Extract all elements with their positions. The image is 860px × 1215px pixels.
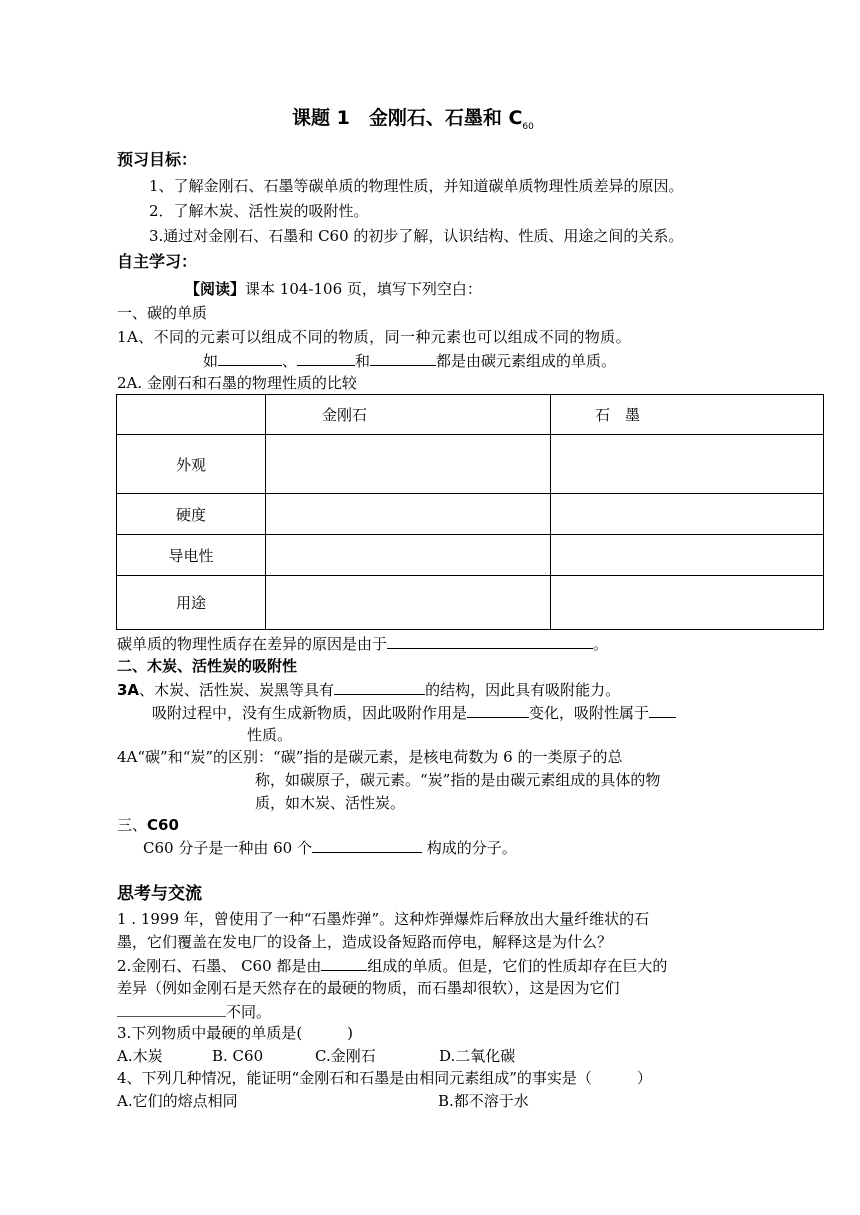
- table-row: [117, 494, 824, 535]
- cell-diamond-uses[interactable]: [266, 576, 551, 630]
- question-4a-line2: 称，如碳原子，碳元素。“炭”指的是由碳元素组成的具体的物: [255, 771, 661, 789]
- blank-3a-1[interactable]: [334, 679, 425, 695]
- title-subscript: 60: [522, 121, 534, 132]
- sec3-label: C60: [147, 816, 179, 834]
- cell-diamond-conductivity[interactable]: [266, 535, 551, 576]
- c60-suffix: 构成的分子。: [421, 839, 517, 857]
- row-label-uses: 用途: [117, 576, 266, 630]
- reason-line: [117, 633, 608, 654]
- table-header-row: [117, 395, 824, 435]
- blank-1a-1[interactable]: [218, 350, 282, 366]
- title-main: 课题 1 金刚石、石墨和 C: [292, 107, 523, 129]
- question-3a: [117, 679, 620, 700]
- read-text: 课本 104-106 页，填写下列空白：: [245, 280, 482, 298]
- preview-item-1: 1、了解金刚石、石墨等碳单质的物理性质，并知道碳单质物理性质差异的原因。: [149, 177, 684, 195]
- c60-question: [143, 837, 517, 858]
- q2-prefix: 2.金刚石、石墨、 C60 都是由: [117, 957, 322, 975]
- row-label-appearance: 外观: [117, 435, 266, 494]
- section-3-title: [117, 815, 179, 835]
- question-3a-line2: [152, 702, 676, 723]
- q1a-sep2: 和: [355, 352, 371, 370]
- preview-item-2: 2．了解木炭、活性炭的吸附性。: [149, 202, 369, 220]
- blank-3a-3[interactable]: [649, 702, 676, 718]
- blank-3a-2[interactable]: [467, 702, 529, 718]
- reason-suffix: 。: [593, 635, 609, 653]
- q3a-label: 3A: [117, 681, 140, 699]
- sec3-prefix: 三、: [117, 816, 148, 834]
- read-label: 【阅读】: [185, 280, 246, 298]
- q3-option-b: B. C60: [212, 1047, 264, 1065]
- q3a-line2-mid: 变化，吸附性属于: [529, 704, 650, 722]
- c60-prefix: C60 分子是一种由 60 个: [143, 839, 312, 857]
- q1a-sep1: 、: [282, 352, 298, 370]
- read-instruction: [185, 279, 482, 299]
- discussion-heading: 思考与交流: [117, 884, 202, 904]
- q3a-prefix: 、木炭、活性炭、炭黑等具有: [139, 681, 335, 699]
- preview-item-3: 3.通过对金刚石、石墨和 C60 的初步了解，认识结构、性质、用途之间的关系。: [149, 227, 684, 245]
- question-1a: 1A、不同的元素可以组成不同的物质，同一种元素也可以组成不同的物质。: [117, 328, 631, 346]
- discussion-q2-line3: [117, 1001, 271, 1022]
- blank-q2-1[interactable]: [321, 955, 367, 971]
- discussion-q1-line1: 1 . 1999 年，曾使用了一种“石墨炸弹”。这种炸弹爆炸后释放出大量纤维状的石: [117, 910, 650, 928]
- table-header-graphite: 石 墨: [551, 395, 824, 435]
- q1a-suffix: 都是由碳元素组成的单质。: [436, 352, 617, 370]
- blank-q2-2[interactable]: [117, 1001, 226, 1017]
- blank-1a-3[interactable]: [370, 350, 436, 366]
- blank-c60[interactable]: [312, 837, 422, 853]
- question-1a-blanks: [203, 350, 616, 371]
- cell-graphite-uses[interactable]: [551, 576, 824, 630]
- discussion-q1-line2: 墨，它们覆盖在发电厂的设备上，造成设备短路而停电，解释这是为什么？: [117, 933, 613, 951]
- blank-1a-2[interactable]: [297, 350, 355, 366]
- q4-option-b: B.都不溶于水: [438, 1092, 529, 1110]
- cell-diamond-hardness[interactable]: [266, 494, 551, 535]
- q1a-prefix: 如: [203, 352, 219, 370]
- self-study-heading: 自主学习：: [117, 252, 198, 271]
- question-2a: 2A. 金刚石和石墨的物理性质的比较: [117, 374, 357, 392]
- table-row: [117, 576, 824, 630]
- q3a-line2-prefix: 吸附过程中，没有生成新物质，因此吸附作用是: [152, 704, 468, 722]
- discussion-q3: 3.下列物质中最硬的单质是( ): [117, 1024, 354, 1042]
- question-4a-line3: 质，如木炭、活性炭。: [255, 794, 406, 812]
- row-label-conductivity: 导电性: [117, 535, 266, 576]
- q3a-suffix: 的结构，因此具有吸附能力。: [425, 681, 621, 699]
- preview-heading: 预习目标：: [117, 150, 198, 169]
- q3-option-c: C.金刚石: [315, 1047, 376, 1065]
- discussion-q4: 4、下列几种情况，能证明“金刚石和石墨是由相同元素组成”的事实是（ ）: [117, 1069, 652, 1087]
- table-header-corner: [117, 395, 266, 435]
- question-4a-line1: 4A“碳”和“炭”的区别：“碳”指的是碳元素，是核电荷数为 6 的一类原子的总: [117, 748, 623, 766]
- q4-option-a: A.它们的熔点相同: [117, 1092, 238, 1110]
- blank-reason[interactable]: [387, 633, 593, 649]
- cell-graphite-appearance[interactable]: [551, 435, 824, 494]
- question-3a-line3: 性质。: [247, 726, 293, 744]
- discussion-q2-line2: 差异（例如金刚石是天然存在的最硬的物质，而石墨却很软），这是因为它们: [117, 979, 620, 997]
- cell-graphite-hardness[interactable]: [551, 494, 824, 535]
- cell-graphite-conductivity[interactable]: [551, 535, 824, 576]
- page-title: [292, 108, 534, 137]
- section-2-title: 二、木炭、活性炭的吸附性: [117, 657, 298, 675]
- reason-prefix: 碳单质的物理性质存在差异的原因是由于: [117, 635, 388, 653]
- table-row: [117, 535, 824, 576]
- comparison-table: [116, 394, 824, 630]
- table-header-diamond: 金刚石: [266, 395, 551, 435]
- table-row: [117, 435, 824, 494]
- q3-option-a: A.木炭: [117, 1047, 163, 1065]
- row-label-hardness: 硬度: [117, 494, 266, 535]
- q2-line3-suffix: 不同。: [226, 1003, 272, 1021]
- section-1-title: 一、碳的单质: [117, 304, 208, 322]
- q2-suffix: 组成的单质。但是，它们的性质却存在巨大的: [367, 957, 668, 975]
- q3-option-d: D.二氧化碳: [439, 1047, 516, 1065]
- discussion-q2-line1: [117, 955, 667, 976]
- cell-diamond-appearance[interactable]: [266, 435, 551, 494]
